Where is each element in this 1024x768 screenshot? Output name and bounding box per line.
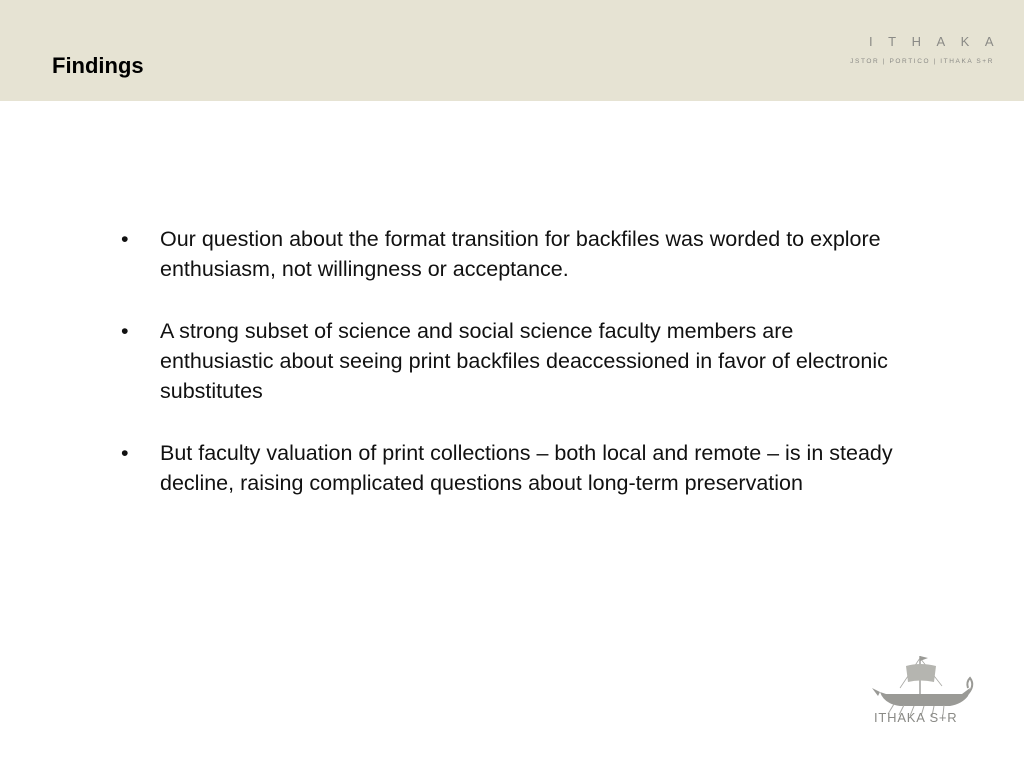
ithaka-logo: [818, 34, 1009, 66]
bullet-text: A strong subset of science and social science faculty members are enthusiastic about seeing print backfiles deaccessioned in favor of electronic substitutes: [160, 319, 888, 403]
bullet-list: [118, 224, 908, 530]
bullet-item: [118, 224, 908, 284]
ithaka-sr-caption: ITHAKA S+R: [874, 710, 958, 725]
ithaka-subbrands: JSTOR | PORTICO | ITHAKA S+R: [850, 58, 994, 65]
bullet-item: [118, 316, 908, 406]
header-band: [0, 0, 1024, 101]
bullet-item: [118, 438, 908, 498]
bullet-marker: •: [121, 319, 129, 343]
ithaka-wordmark: ITHAKA: [869, 34, 1009, 49]
bullet-marker: •: [121, 441, 129, 465]
bullet-text: Our question about the format transition for backfiles was worded to explore enthusiasm, not willingness or acceptance.: [160, 227, 881, 281]
bullet-marker: •: [121, 227, 129, 251]
bullet-text: But faculty valuation of print collections – both local and remote – is in steady decline, raising complicated questions about long-term preservation: [160, 441, 893, 495]
slide-title: Findings: [52, 53, 144, 78]
